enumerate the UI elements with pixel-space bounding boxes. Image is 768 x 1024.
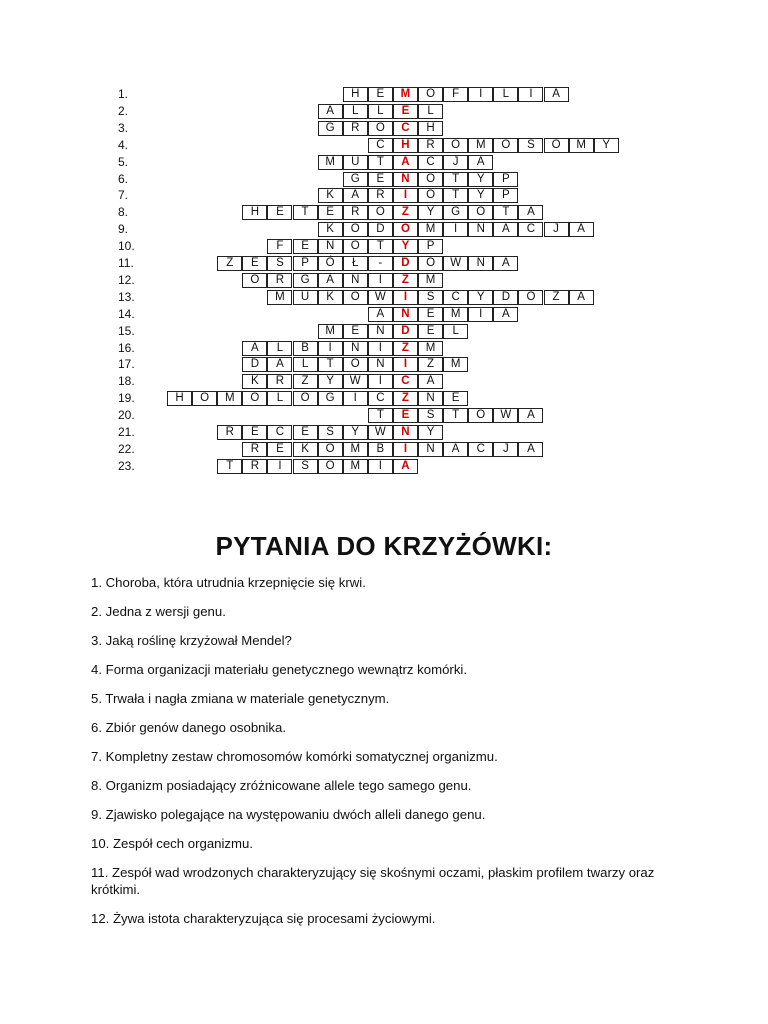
crossword-key-cell: M	[393, 87, 418, 102]
crossword-cell: G	[318, 121, 343, 136]
crossword-cell: N	[418, 391, 443, 406]
crossword-cell: S	[418, 290, 443, 305]
crossword-key-cell: A	[393, 155, 418, 170]
question-item: 5. Trwała i nagła zmiana w materiale genetycznym.	[91, 691, 390, 706]
crossword-cell: R	[267, 273, 292, 288]
crossword-cell: H	[242, 205, 267, 220]
crossword-cell: O	[343, 357, 368, 372]
crossword-cell: R	[368, 188, 393, 203]
crossword-cell: O	[518, 290, 543, 305]
crossword-cell: N	[318, 239, 343, 254]
crossword-key-cell: H	[393, 138, 418, 153]
crossword-cell: J	[544, 222, 569, 237]
crossword-cell: A	[518, 408, 543, 423]
crossword-cell: M	[318, 155, 343, 170]
crossword-cell: Z	[544, 290, 569, 305]
crossword-cell: M	[468, 138, 493, 153]
question-item: 8. Organizm posiadający zróżnicowane allele tego samego genu.	[91, 778, 472, 793]
crossword-cell: O	[544, 138, 569, 153]
crossword-cell: O	[493, 138, 518, 153]
clue-number: 23.	[118, 458, 135, 473]
crossword-cell: N	[468, 256, 493, 271]
page-title: PYTANIA DO KRZYŻÓWKI:	[215, 531, 553, 561]
crossword-cell: O	[418, 87, 443, 102]
question-item: 6. Zbiór genów danego osobnika.	[91, 720, 287, 735]
crossword-cell: O	[418, 188, 443, 203]
clue-number: 5.	[118, 154, 129, 169]
question-item: 9. Zjawisko polegające na występowaniu dwóch alleli danego genu.	[91, 807, 486, 822]
crossword-cell: W	[343, 374, 368, 389]
crossword-cell: O	[343, 222, 368, 237]
crossword-cell: N	[418, 442, 443, 457]
crossword-cell: M	[343, 459, 368, 474]
crossword-cell: E	[368, 172, 393, 187]
crossword-cell: E	[293, 425, 318, 440]
crossword-cell: O	[468, 205, 493, 220]
question-item: 7. Kompletny zestaw chromosomów komórki somatycznej organizmu.	[91, 749, 498, 764]
crossword-cell: Y	[318, 374, 343, 389]
crossword-cell: A	[569, 222, 594, 237]
crossword-cell: I	[468, 307, 493, 322]
crossword-cell: Y	[468, 290, 493, 305]
crossword-cell: L	[267, 341, 292, 356]
crossword-cell: O	[418, 172, 443, 187]
crossword-cell: I	[443, 222, 468, 237]
crossword-cell: M	[318, 324, 343, 339]
crossword-cell: O	[418, 256, 443, 271]
clue-number: 12.	[118, 272, 135, 287]
crossword-cell: O	[318, 459, 343, 474]
crossword-cell: E	[443, 391, 468, 406]
crossword-key-cell: E	[393, 104, 418, 119]
crossword-cell: A	[518, 442, 543, 457]
crossword-cell: U	[343, 155, 368, 170]
crossword-cell: R	[343, 121, 368, 136]
crossword-key-cell: Z	[393, 341, 418, 356]
crossword-cell: A	[267, 357, 292, 372]
crossword-cell: H	[343, 87, 368, 102]
crossword-cell: E	[418, 307, 443, 322]
crossword-cell: I	[368, 341, 393, 356]
crossword-cell: F	[443, 87, 468, 102]
question-item: 12. Żywa istota charakteryzująca się procesami życiowymi.	[91, 911, 436, 926]
crossword-cell: T	[443, 188, 468, 203]
crossword-cell: G	[318, 391, 343, 406]
clue-number: 21.	[118, 425, 135, 439]
question-item: 4. Forma organizacji materiału genetycznego wewnątrz komórki.	[91, 662, 468, 677]
crossword-cell: T	[217, 459, 242, 474]
crossword-grid	[0, 0, 768, 490]
crossword-cell: E	[242, 425, 267, 440]
crossword-cell: C	[418, 155, 443, 170]
crossword-cell: N	[368, 324, 393, 339]
crossword-cell: R	[418, 138, 443, 153]
crossword-cell: G	[343, 172, 368, 187]
crossword-cell: Y	[418, 205, 443, 220]
crossword-key-cell: C	[393, 121, 418, 136]
crossword-cell: W	[368, 425, 393, 440]
crossword-cell: A	[493, 222, 518, 237]
clue-number: 16.	[118, 340, 135, 355]
crossword-cell: M	[418, 341, 443, 356]
crossword-cell: G	[293, 273, 318, 288]
crossword-cell: A	[242, 341, 267, 356]
crossword-key-cell: I	[393, 290, 418, 305]
crossword-cell: T	[443, 172, 468, 187]
crossword-cell: A	[569, 290, 594, 305]
crossword-cell: M	[443, 357, 468, 372]
crossword-cell: J	[493, 442, 518, 457]
crossword-key-cell: Z	[393, 273, 418, 288]
crossword-cell: M	[343, 442, 368, 457]
crossword-cell: T	[493, 205, 518, 220]
crossword-cell: J	[443, 155, 468, 170]
crossword-cell: N	[343, 273, 368, 288]
question-item: 10. Zespół cech organizmu.	[91, 836, 253, 851]
crossword-key-cell: N	[393, 425, 418, 440]
crossword-key-cell: N	[393, 172, 418, 187]
crossword-cell: C	[368, 391, 393, 406]
crossword-cell: A	[368, 307, 393, 322]
crossword-cell: M	[418, 273, 443, 288]
crossword-cell: D	[242, 357, 267, 372]
crossword-cell: I	[267, 459, 292, 474]
crossword-key-cell: Y	[393, 239, 418, 254]
crossword-cell: R	[242, 459, 267, 474]
crossword-cell: I	[343, 391, 368, 406]
crossword-cell: K	[242, 374, 267, 389]
crossword-key-cell: I	[393, 442, 418, 457]
crossword-cell: A	[468, 155, 493, 170]
crossword-cell: I	[468, 87, 493, 102]
crossword-cell: I	[368, 459, 393, 474]
crossword-cell: U	[293, 290, 318, 305]
crossword-cell: Y	[468, 172, 493, 187]
crossword-cell: P	[418, 239, 443, 254]
crossword-key-cell: E	[393, 408, 418, 423]
crossword-cell: A	[493, 256, 518, 271]
crossword-cell: A	[418, 374, 443, 389]
crossword-cell: H	[418, 121, 443, 136]
crossword-cell: L	[343, 104, 368, 119]
crossword-cell: E	[242, 256, 267, 271]
question-item: 2. Jedna z wersji genu.	[91, 604, 226, 619]
crossword-cell: D	[493, 290, 518, 305]
crossword-cell: B	[368, 442, 393, 457]
crossword-cell: S	[267, 256, 292, 271]
clue-number: 8.	[118, 205, 129, 220]
crossword-cell: I	[368, 273, 393, 288]
clue-number: 14.	[118, 306, 135, 321]
crossword-key-cell: D	[393, 324, 418, 339]
crossword-key-cell: I	[393, 357, 418, 372]
crossword-cell: M	[267, 290, 292, 305]
clue-number: 22.	[118, 441, 135, 456]
crossword-cell: A	[493, 307, 518, 322]
crossword-cell: K	[318, 188, 343, 203]
crossword-cell: T	[368, 239, 393, 254]
crossword-cell: K	[293, 442, 318, 457]
crossword-cell: M	[217, 391, 242, 406]
crossword-cell: I	[518, 87, 543, 102]
clue-number: 19.	[118, 391, 135, 406]
crossword-cell: A	[318, 273, 343, 288]
question-item: 1. Choroba, która utrudnia krzepnięcie się krwi.	[91, 575, 366, 590]
crossword-cell: L	[293, 357, 318, 372]
crossword-cell: A	[544, 87, 569, 102]
crossword-cell: G	[443, 205, 468, 220]
crossword-cell: L	[368, 104, 393, 119]
clue-number: 7.	[118, 188, 129, 203]
question-item: 3. Jaką roślinę krzyżował Mendel?	[91, 633, 292, 648]
question-item: 11. Zespół wad wrodzonych charakteryzujący się skośnymi oczami, płaskim profilem twarzy oraz krótkimi.	[91, 865, 655, 897]
clue-number: 1.	[118, 87, 129, 101]
crossword-key-cell: Z	[393, 391, 418, 406]
crossword-cell: E	[343, 324, 368, 339]
crossword-key-cell: C	[393, 374, 418, 389]
crossword-cell: E	[368, 87, 393, 102]
crossword-cell: K	[318, 222, 343, 237]
crossword-key-cell: D	[393, 256, 418, 271]
clue-number: 4.	[118, 137, 129, 152]
crossword-cell: O	[242, 391, 267, 406]
crossword-cell: O	[468, 408, 493, 423]
crossword-cell: P	[293, 256, 318, 271]
crossword-cell: O	[192, 391, 217, 406]
crossword-cell: W	[493, 408, 518, 423]
crossword-cell: I	[318, 341, 343, 356]
clue-number: 17.	[118, 357, 135, 372]
crossword-cell: Z	[293, 374, 318, 389]
crossword-key-cell: A	[393, 459, 418, 474]
crossword-cell: N	[468, 222, 493, 237]
clue-number: 15.	[118, 323, 135, 338]
crossword-cell: A	[343, 188, 368, 203]
crossword-cell: Y	[418, 425, 443, 440]
crossword-cell: L	[493, 87, 518, 102]
crossword-cell: S	[518, 138, 543, 153]
crossword-cell: M	[418, 222, 443, 237]
crossword-cell: B	[293, 341, 318, 356]
crossword-key-cell: O	[393, 222, 418, 237]
crossword-cell: L	[443, 324, 468, 339]
crossword-key-cell: I	[393, 188, 418, 203]
crossword-cell: S	[293, 459, 318, 474]
crossword-cell: Ł	[343, 256, 368, 271]
crossword-cell: H	[167, 391, 192, 406]
crossword-cell: O	[368, 205, 393, 220]
crossword-cell: C	[518, 222, 543, 237]
crossword-cell: Ó	[318, 256, 343, 271]
crossword-cell: S	[418, 408, 443, 423]
crossword-cell: K	[318, 290, 343, 305]
crossword-cell: W	[368, 290, 393, 305]
crossword-cell: -	[368, 256, 393, 271]
crossword-cell: C	[443, 290, 468, 305]
crossword-cell: T	[368, 155, 393, 170]
clue-number: 6.	[118, 171, 129, 186]
crossword-cell: O	[368, 121, 393, 136]
crossword-cell: I	[368, 374, 393, 389]
clue-number: 9.	[118, 222, 129, 237]
crossword-cell: L	[418, 104, 443, 119]
crossword-cell: L	[267, 391, 292, 406]
crossword-cell: M	[569, 138, 594, 153]
crossword-cell: P	[493, 188, 518, 203]
clue-number: 13.	[118, 289, 135, 304]
crossword-cell: P	[493, 172, 518, 187]
crossword-cell: Z	[418, 357, 443, 372]
crossword-cell: M	[443, 307, 468, 322]
clue-number: 2.	[118, 103, 129, 118]
crossword-cell: Y	[343, 425, 368, 440]
crossword-cell: E	[267, 205, 292, 220]
crossword-cell: T	[368, 408, 393, 423]
crossword-cell: O	[343, 239, 368, 254]
crossword-cell: Y	[468, 188, 493, 203]
crossword-cell: C	[468, 442, 493, 457]
crossword-cell: T	[318, 357, 343, 372]
crossword-cell: F	[267, 239, 292, 254]
crossword-cell: O	[293, 391, 318, 406]
crossword-cell: C	[368, 138, 393, 153]
crossword-key-cell: Z	[393, 205, 418, 220]
crossword-cell: Z	[217, 256, 242, 271]
crossword-cell: Y	[594, 138, 619, 153]
crossword-cell: A	[518, 205, 543, 220]
crossword-cell: D	[368, 222, 393, 237]
crossword-cell: E	[318, 205, 343, 220]
crossword-cell: E	[293, 239, 318, 254]
crossword-cell: O	[343, 290, 368, 305]
crossword-cell: E	[267, 442, 292, 457]
crossword-cell: S	[318, 425, 343, 440]
crossword-key-cell: N	[393, 307, 418, 322]
clue-number: 11.	[118, 256, 134, 270]
crossword-cell: C	[267, 425, 292, 440]
crossword-cell: O	[443, 138, 468, 153]
crossword-cell: T	[293, 205, 318, 220]
crossword-cell: A	[443, 442, 468, 457]
crossword-cell: R	[267, 374, 292, 389]
crossword-cell: T	[443, 408, 468, 423]
crossword-cell: R	[242, 442, 267, 457]
clue-number: 18.	[118, 374, 135, 389]
clue-number: 3.	[118, 120, 129, 135]
crossword-cell: O	[242, 273, 267, 288]
crossword-cell: W	[443, 256, 468, 271]
questions-list	[91, 574, 691, 939]
crossword-cell: A	[318, 104, 343, 119]
crossword-cell: E	[418, 324, 443, 339]
crossword-cell: N	[343, 341, 368, 356]
crossword-cell: N	[368, 357, 393, 372]
crossword-cell: O	[318, 442, 343, 457]
crossword-cell: R	[343, 205, 368, 220]
clue-number: 10.	[118, 239, 135, 254]
crossword-cell: R	[217, 425, 242, 440]
clue-number: 20.	[118, 408, 135, 423]
